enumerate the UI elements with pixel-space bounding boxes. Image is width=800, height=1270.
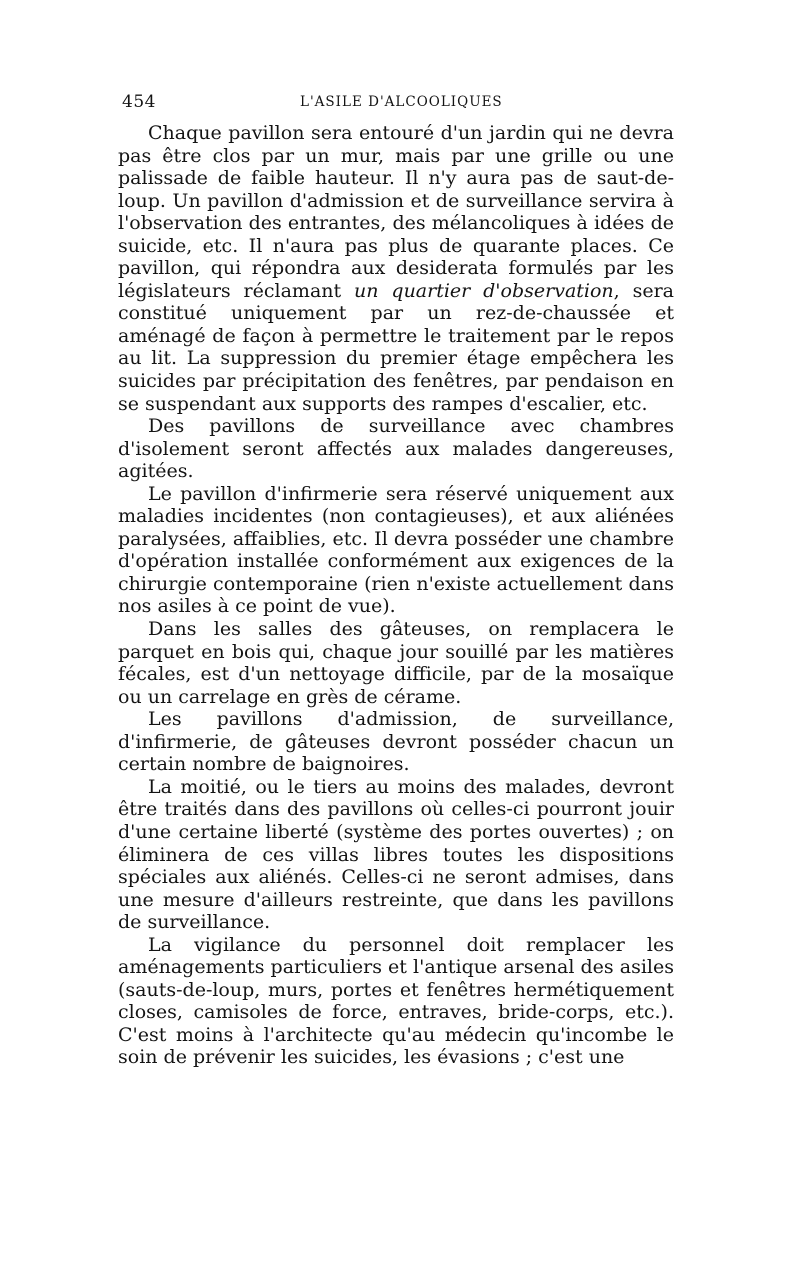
paragraph-4: Dans les salles des gâteuses, on remplacera le parquet en bois qui, chaque jour souillé par les matières fécales, est d'un nettoyage difficile, par de la mosaïque ou un carrelage en grès de cérame. (118, 618, 674, 708)
paragraph-2: Des pavillons de surveillance avec chambres d'isolement seront affectés aux malades dangereuses, agitées. (118, 415, 674, 483)
running-head (118, 92, 674, 122)
italic-phrase: un quartier d'observation (354, 279, 614, 302)
page-number: 454 (122, 92, 156, 112)
paragraph-1 (118, 122, 674, 415)
paragraph-5: Les pavillons d'admission, de surveillance, d'infirmerie, de gâteuses devront posséder chacun un certain nombre de baignoires. (118, 708, 674, 776)
paragraph-6: La moitié, ou le tiers au moins des malades, devront être traités dans des pavillons où celles-ci pourront jouir d'une certaine liberté (système des portes ouvertes) ; on éliminera de ces villas libres toutes les dispositions spéciales aux aliénés. Celles-ci ne seront admises, dans une mesure d'ailleurs restreinte, que dans les pavillons de surveillance. (118, 775, 674, 934)
running-title: L'ASILE D'ALCOOLIQUES (300, 94, 503, 110)
paragraph-3: Le pavillon d'infirmerie sera réservé uniquement aux maladies incidentes (non contagieuses), et aux aliénées paralysées, affaiblies, etc. Il devra posséder une chambre d'opération installée conformément aux exigences de la chirurgie contemporaine (rien n'existe actuellement dans nos asiles à ce point de vue). (118, 482, 674, 618)
paragraph-1-text-end: , sera constitué uniquement par un rez-de-chaussée et aménagé de façon à permettre le traitement par le repos au lit. La suppression du premier étage empêchera les suicides par précipitation des fenêtres, par pendaison en se suspendant aux supports des rampes d'escalier, etc. (118, 279, 675, 415)
body-text (118, 122, 674, 1069)
paragraph-7: La vigilance du personnel doit remplacer les aménagements particuliers et l'antique arsenal des asiles (sauts-de-loup, murs, portes et fenêtres hermétiquement closes, camisoles de force, entraves, bride-corps, etc.). C'est moins à l'architecte qu'au médecin qu'incombe le soin de prévenir les suicides, les évasions ; c'est une (118, 933, 674, 1069)
book-page (118, 92, 674, 1069)
paragraph-1-text-start: Chaque pavillon sera entouré d'un jardin qui ne devra pas être clos par un mur, mais par une grille ou une palissade de faible hauteur. Il n'y aura pas de saut-de-loup. Un pavillon d'admission et de surveillance servira à l'observation des entrantes, des mélancoliques à idées de suicide, etc. Il n'aura pas plus de quarante places. Ce pavillon, qui répondra aux desiderata formulés par les législateurs réclamant (118, 122, 674, 302)
